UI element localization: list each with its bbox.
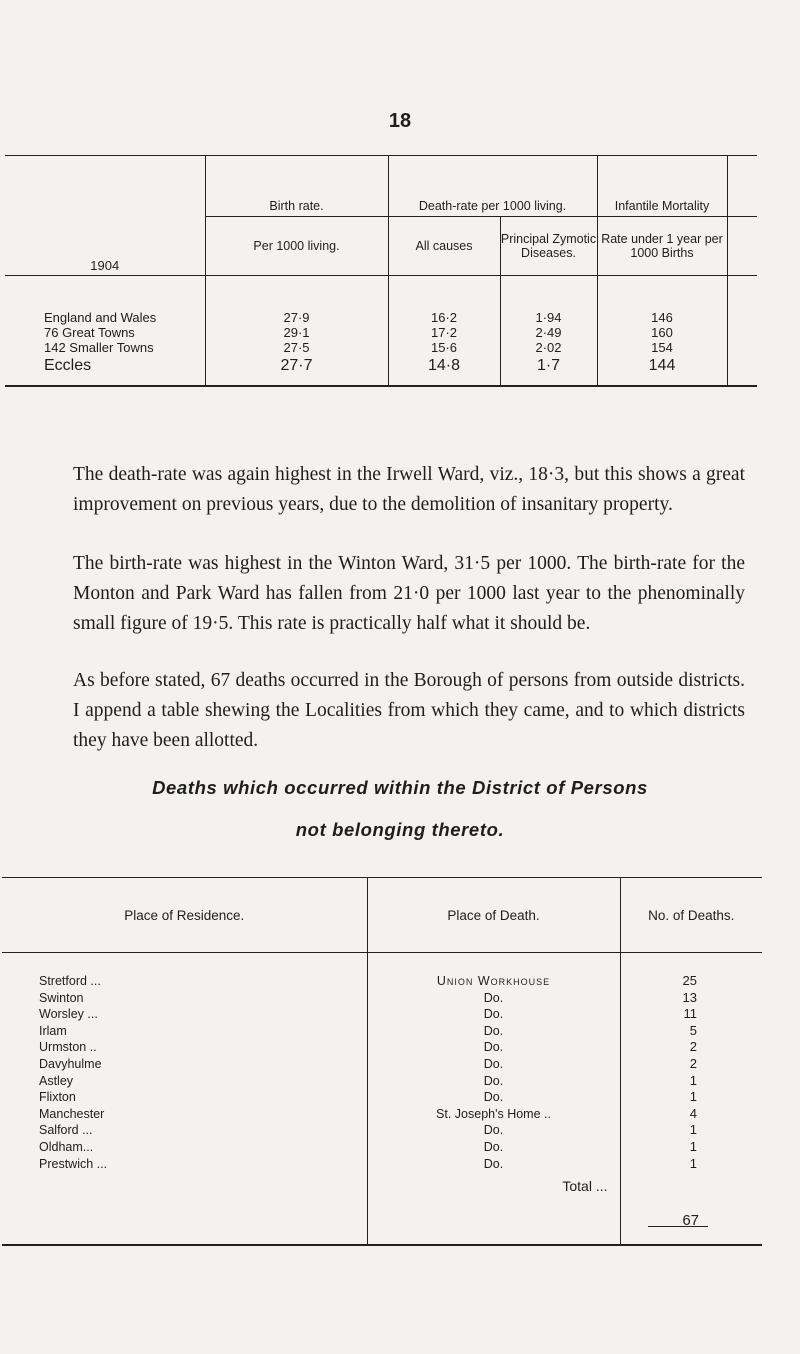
place-of-death-cell: Union Workhouse [436,974,551,988]
residence-cell: Davyhulme [39,1056,102,1071]
deaths-count-cell: 1 [620,1156,762,1173]
number-of-deaths-header: No. of Deaths. [620,878,762,953]
all-causes-cell: 15·6 [388,340,500,355]
residence-cell: Stretford ... [39,974,101,988]
residence-cell: Salford ... [39,1123,93,1138]
page-number: 18 [388,110,412,132]
all-causes-cell: 17·2 [388,325,500,340]
deaths-count-cell: 4 [620,1106,762,1123]
paragraph-outside-deaths: As before stated, 67 deaths occurred in the Borough of persons from outside districts. I append a table shewing the Localities from which they came, and to which districts they have been allotted. [73,670,745,751]
table-row [5,355,757,386]
place-of-death-cell: Do. [483,1023,504,1038]
table-heading-line-2: not belonging thereto. [295,819,505,840]
infant-mortality-cell: 144 [597,355,727,386]
row-name: England and Wales [44,310,157,325]
place-of-death-header: Place of Death. [367,878,620,953]
place-of-death-cell: Do. [483,1040,504,1055]
residence-cell: Prestwich ... [39,1156,108,1171]
place-of-death-cell: St. Joseph's Home .. [436,1106,551,1121]
row-name: 142 Smaller Towns [44,340,154,355]
deaths-count-cell: 1 [620,1089,762,1106]
deaths-count-cell: 2 [620,1039,762,1056]
place-of-death-cell: Do. [483,1123,504,1138]
paragraph-birth-rate: The birth-rate was highest in the Winton Ward, 31·5 per 1000. The birth-rate for the Monton and Park Ward has fallen from 21·0 per 1000 last year to the phenominally small figure of 19·5. This rate is practically half what it should be. [73,553,745,634]
birth-rate-cell: 29·1 [205,325,388,340]
table-row [2,1006,762,1023]
infantile-mortality-header: Infantile Mortality [597,156,727,217]
residence-cell: Oldham... [39,1139,94,1154]
infant-mortality-cell: 146 [597,310,727,325]
year-header: 1904 [90,258,120,273]
table-row [2,1139,762,1156]
table-row [5,340,757,355]
deaths-count-cell: 5 [620,1023,762,1040]
paragraph-death-rate: The death-rate was again highest in the Irwell Ward, viz., 18·3, but this shows a great improvement on previous years, due to the demolition of insanitary property. [73,464,745,515]
table-row [2,1056,762,1073]
infant-mortality-cell: 154 [597,340,727,355]
deaths-count-cell: 1 [620,1139,762,1156]
birth-rate-cell: 27·5 [205,340,388,355]
table-row [5,310,757,325]
table-row [2,1023,762,1040]
zymotic-cell: 2·49 [500,325,597,340]
residence-cell: Astley [39,1073,74,1088]
table-row [2,1089,762,1106]
place-of-death-cell: Do. [483,1056,504,1071]
all-causes-cell: 16·2 [388,310,500,325]
all-causes-cell: 14·8 [388,355,500,386]
vital-statistics-table [5,155,757,387]
zymotic-cell: 2·02 [500,340,597,355]
residence-header: Place of Residence. [124,907,245,923]
zymotic-cell: 1·94 [500,310,597,325]
deaths-count-cell: 25 [620,973,762,990]
all-causes-header: All causes [388,217,500,276]
zymotic-cell: 1·7 [500,355,597,386]
table-row [2,1106,762,1123]
table-heading-line-1: Deaths which occurred within the District of Persons [152,777,648,798]
deaths-count-cell: 2 [620,1056,762,1073]
row-name: Eccles [44,356,92,374]
residence-cell: Swinton [39,990,84,1005]
total-label: Total ... [367,1172,620,1208]
table-row [2,1122,762,1139]
table-row [2,973,762,990]
place-of-death-cell: Do. [483,1090,504,1105]
table-row [2,1073,762,1090]
residence-cell: Flixton [39,1090,76,1105]
table-row [2,1039,762,1056]
birth-rate-header: Birth rate. [205,156,388,217]
deaths-count-cell: 11 [620,1006,762,1023]
place-of-death-cell: Do. [483,1073,504,1088]
residence-cell: Irlam [39,1023,67,1038]
deaths-count-cell: 1 [620,1122,762,1139]
deaths-count-cell: 1 [620,1073,762,1090]
deaths-count-cell: 13 [620,990,762,1007]
total-rule [648,1226,708,1227]
table-row [2,1156,762,1173]
infant-mortality-cell: 160 [597,325,727,340]
row-name: 76 Great Towns [44,325,135,340]
birth-rate-cell: 27·7 [205,355,388,386]
total-deaths-value: 67 [682,1212,699,1230]
residence-cell: Manchester [39,1106,105,1121]
place-of-death-cell: Do. [483,1156,504,1171]
place-of-death-cell: Do. [483,1139,504,1154]
zymotic-diseases-header: Principal Zymotic Diseases. [500,217,597,276]
table-row [2,990,762,1007]
residence-cell: Worsley ... [39,1007,98,1022]
rate-under-one-year-header: Rate under 1 year per 1000 Births [597,217,727,276]
per-1000-living-header: Per 1000 living. [205,217,388,276]
table-row [5,325,757,340]
birth-rate-cell: 27·9 [205,310,388,325]
residence-cell: Urmston .. [39,1040,97,1055]
place-of-death-cell: Do. [483,1007,504,1022]
outside-deaths-table [2,877,762,1246]
death-rate-header: Death-rate per 1000 living. [388,156,597,217]
place-of-death-cell: Do. [483,990,504,1005]
